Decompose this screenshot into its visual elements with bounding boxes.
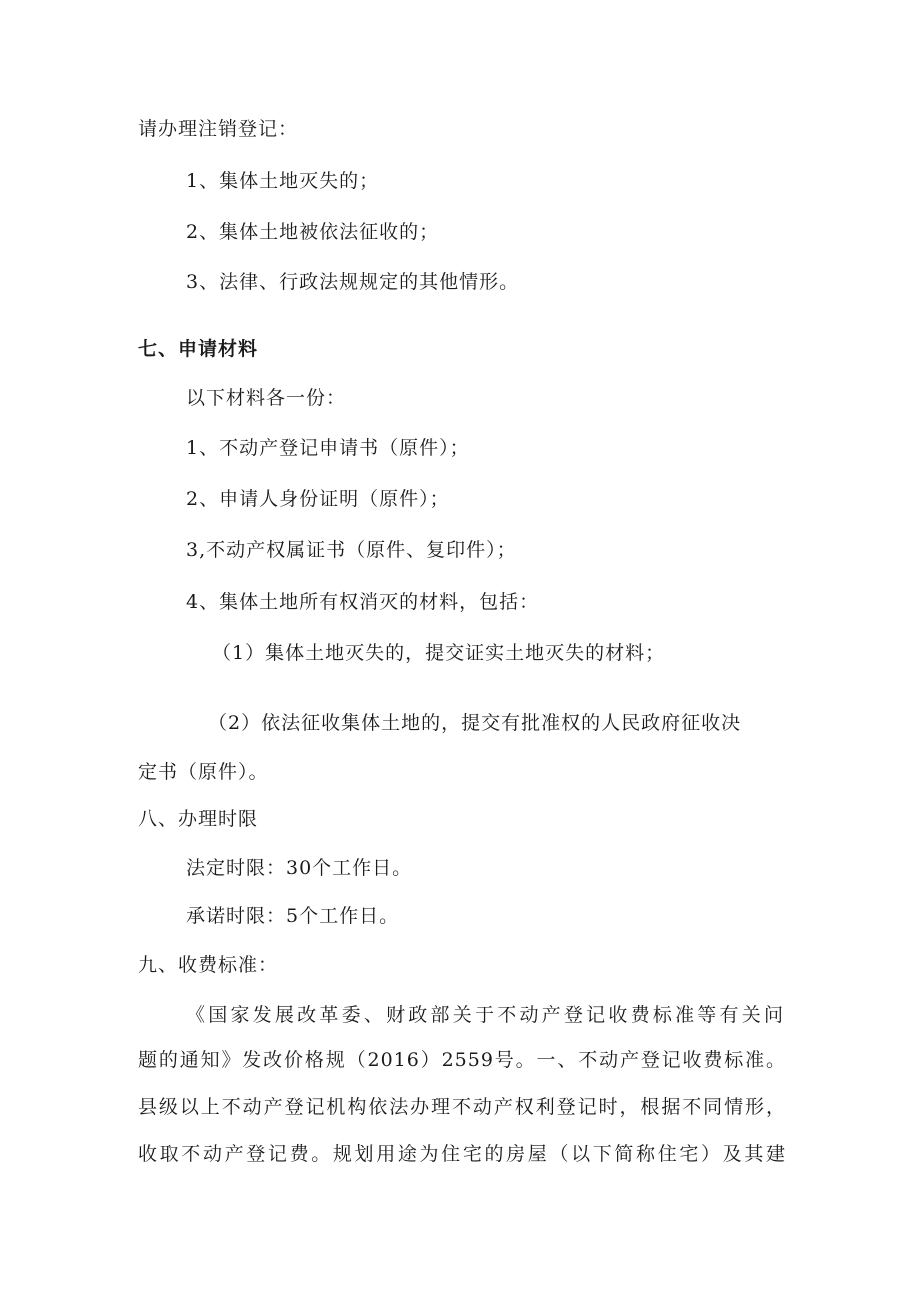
text-line: 请办理注销登记： <box>138 118 299 140</box>
list-item: 1、不动产登记申请书（原件）； <box>186 437 470 459</box>
text-line: 定书（原件）。 <box>138 761 269 783</box>
list-item: 3、法律、行政法规规定的其他情形。 <box>186 271 520 293</box>
list-item: 2、集体土地被依法征收的； <box>186 221 440 243</box>
paragraph-line: 收取不动产登记费。规划用途为住宅的房屋（以下简称住宅）及其建 <box>138 1143 786 1165</box>
paragraph-line: 县级以上不动产登记机构依法办理不动产权利登记时，根据不同情形， <box>138 1096 786 1118</box>
list-item: 1、集体土地灭失的； <box>186 170 380 192</box>
list-item: 2、申请人身份证明（原件）； <box>186 488 450 510</box>
paragraph-line: 题的通知》发改价格规（2016）2559号。一、不动产登记收费标准。 <box>138 1049 786 1071</box>
sub-list-item: （2）依法征收集体土地的，提交有批准权的人民政府征收决 <box>208 712 742 734</box>
sub-list-item: （1）集体土地灭失的，提交证实土地灭失的材料； <box>212 642 666 664</box>
text-line: 以下材料各一份： <box>186 387 347 409</box>
section-heading: 九、收费标准： <box>138 954 279 976</box>
list-item: 4、集体土地所有权消灭的材料，包括： <box>186 591 540 613</box>
text-line: 法定时限：30个工作日。 <box>186 857 413 879</box>
list-item: 3,不动产权属证书（原件、复印件）； <box>186 539 517 561</box>
paragraph-line: 《国家发展改革委、财政部关于不动产登记收费标准等有关问 <box>186 1004 784 1026</box>
section-heading: 七、申请材料 <box>138 338 259 360</box>
section-heading: 八、办理时限 <box>138 808 259 830</box>
text-line: 承诺时限：5个工作日。 <box>186 905 400 927</box>
